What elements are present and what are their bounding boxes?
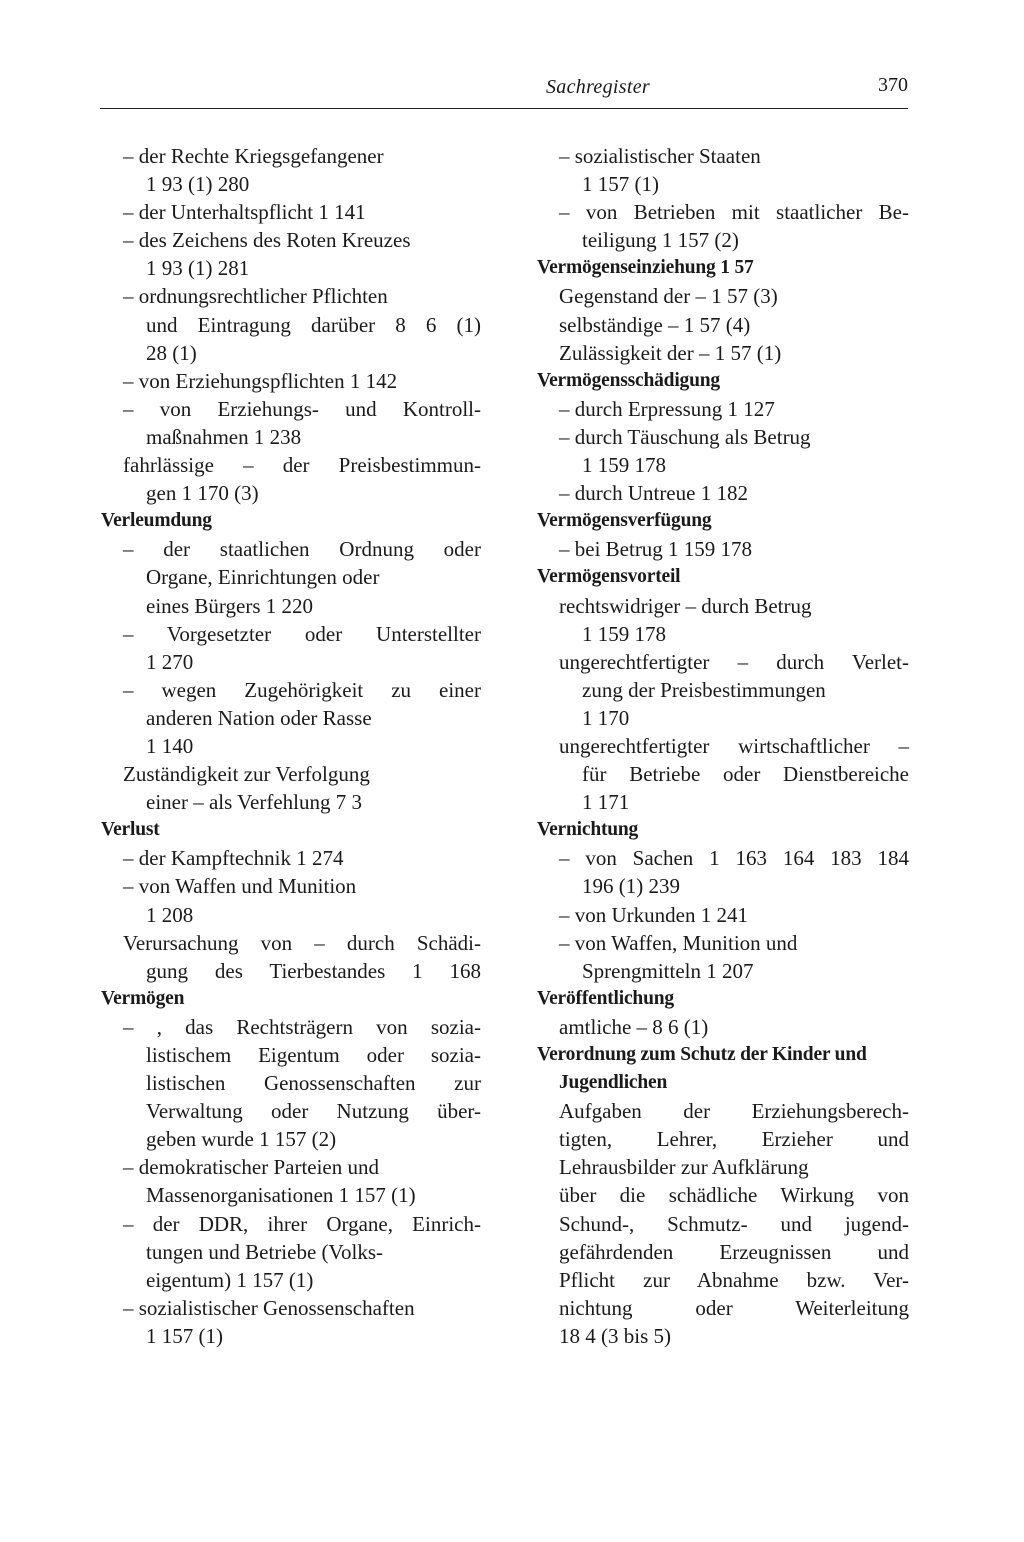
index-entry-line: anderen Nation oder Rasse: [146, 705, 372, 730]
index-entry-line: teiligung 1 157 (2): [582, 228, 739, 253]
index-entry-line: 1 157 (1): [582, 172, 659, 197]
index-headword: Verleumdung: [101, 510, 212, 532]
index-headword: Verordnung zum Schutz der Kinder und: [537, 1044, 867, 1065]
index-entry-line: Zuständigkeit zur Verfolgung: [123, 762, 370, 787]
index-entry-line: zung der Preisbestimmungen: [582, 677, 826, 702]
index-entry-line: – , das Rechtsträgern von sozia-: [123, 1014, 481, 1039]
index-entry-line: 1 170: [582, 705, 630, 730]
index-entry-line: – Vorgesetzter oder Unterstellter: [123, 621, 481, 646]
index-entry-line: – durch Erpressung 1 127: [559, 396, 775, 421]
index-headword: Veröffentlichung: [537, 987, 674, 1009]
index-entry-line: und Eintragung darüber 8 6 (1): [146, 312, 481, 337]
index-entry-line: Sprengmitteln 1 207: [582, 958, 754, 983]
index-entry-line: listischen Genossenschaften zur: [146, 1071, 481, 1096]
index-column-right: [537, 142, 909, 1350]
index-entry-line: 1 208: [146, 902, 194, 927]
index-entry-line: – demokratischer Parteien und: [123, 1155, 379, 1180]
index-entry-line: Verwaltung oder Nutzung über-: [146, 1099, 481, 1124]
index-entry-line: – sozialistischer Staaten: [559, 144, 761, 168]
index-entry-line: eigentum) 1 157 (1): [146, 1267, 314, 1292]
index-entry-line: – von Betrieben mit staatlicher Be-: [559, 200, 909, 225]
index-entry-line: Organe, Einrichtungen oder: [146, 565, 380, 590]
index-headword: Vernichtung: [537, 819, 639, 841]
index-headword: Jugendlichen: [559, 1072, 668, 1094]
index-entry-line: 1 140: [146, 733, 194, 758]
index-entry-line: listischem Eigentum oder sozia-: [146, 1043, 481, 1067]
index-entry-line: 1 157 (1): [146, 1323, 223, 1348]
index-entry-line: 1 270: [146, 649, 194, 674]
index-entry-line: – der Rechte Kriegsgefangener: [123, 144, 384, 168]
index-entry-line: – von Erziehungspflichten 1 142: [123, 368, 398, 393]
index-entry-line: gefährdenden Erzeugnissen und: [559, 1239, 909, 1264]
index-entry-line: maßnahmen 1 238: [146, 424, 302, 449]
index-entry-line: – ordnungsrechtlicher Pflichten: [123, 284, 388, 309]
index-entry-line: – bei Betrug 1 159 178: [559, 537, 753, 562]
index-entry-line: ungerechtfertigter – durch Verlet-: [559, 649, 909, 674]
index-entry-line: Aufgaben der Erziehungsberech-: [559, 1099, 909, 1124]
index-entry-line: tungen und Betriebe (Volks-: [146, 1239, 383, 1264]
index-entry-line: 1 171: [582, 790, 630, 815]
index-entry-line: eines Bürgers 1 220: [146, 593, 314, 618]
index-entry-line: 1 93 (1) 281: [146, 256, 250, 281]
index-column-left: [101, 142, 481, 1350]
index-entry-line: Zulässigkeit der – 1 57 (1): [559, 340, 782, 365]
index-entry-line: einer – als Verfehlung 7 3: [146, 790, 362, 815]
index-entry-line: Verursachung von – durch Schädi-: [123, 930, 481, 955]
index-entry-line: geben wurde 1 157 (2): [146, 1127, 337, 1152]
index-entry-line: gen 1 170 (3): [146, 481, 259, 506]
index-entry-line: 28 (1): [146, 340, 197, 365]
index-entry-line: – der staatlichen Ordnung oder: [123, 537, 481, 562]
index-entry-line: gung des Tierbestandes 1 168: [146, 958, 481, 983]
index-entry-line: – von Sachen 1 163 164 183 184: [559, 846, 909, 871]
index-entry-line: über die schädliche Wirkung von: [559, 1183, 909, 1208]
index-headword: Verlust: [101, 819, 160, 841]
index-entry-line: 1 159 178: [582, 453, 666, 478]
index-entry-line: amtliche – 8 6 (1): [559, 1014, 709, 1039]
index-entry-line: – der Unterhaltspflicht 1 141: [123, 200, 366, 225]
page-number: 370: [878, 74, 908, 96]
index-entry-line: nichtung oder Weiterleitung: [559, 1295, 909, 1320]
index-entry-line: tigten, Lehrer, Erzieher und: [559, 1127, 909, 1152]
index-entry-line: 196 (1) 239: [582, 874, 680, 899]
index-entry-line: – der DDR, ihrer Organe, Einrich-: [123, 1211, 481, 1236]
index-entry-line: Gegenstand der – 1 57 (3): [559, 284, 778, 309]
index-headword: Vermögensverfügung: [537, 510, 712, 532]
index-entry-line: Lehrausbilder zur Aufklärung: [559, 1155, 809, 1180]
index-entry-line: – durch Täuschung als Betrug: [559, 424, 811, 449]
index-entry-line: – des Zeichens des Roten Kreuzes: [123, 228, 411, 253]
index-entry-line: Massenorganisationen 1 157 (1): [146, 1183, 416, 1208]
page-header: [100, 70, 908, 109]
index-headword: Vermögensschädigung: [537, 369, 720, 391]
index-entry-line: für Betriebe oder Dienstbereiche: [582, 762, 909, 787]
index-entry-line: – der Kampftechnik 1 274: [123, 846, 344, 871]
index-entry-line: 1 159 178: [582, 621, 666, 646]
index-entry-line: 18 4 (3 bis 5): [559, 1323, 671, 1348]
index-entry-line: ungerechtfertigter wirtschaftlicher –: [559, 733, 909, 758]
index-entry-line: selbständige – 1 57 (4): [559, 312, 751, 337]
index-entry-line: – von Erziehungs- und Kontroll-: [123, 396, 481, 421]
index-entry-line: – wegen Zugehörigkeit zu einer: [123, 677, 481, 702]
index-entry-line: rechtswidriger – durch Betrug: [559, 593, 812, 618]
running-head: Sachregister: [546, 76, 650, 98]
index-entry-line: – von Waffen und Munition: [123, 874, 357, 899]
index-entry-line: Schund-, Schmutz- und jugend-: [559, 1211, 909, 1236]
index-headword: Vermögensvorteil: [537, 566, 681, 588]
index-headword: Vermögenseinziehung 1 57: [537, 257, 754, 279]
index-headword: Vermögen: [101, 987, 185, 1009]
index-entry-line: – sozialistischer Genossenschaften: [123, 1295, 415, 1320]
index-entry-line: – durch Untreue 1 182: [559, 481, 748, 506]
index-entry-line: Pflicht zur Abnahme bzw. Ver-: [559, 1267, 909, 1292]
index-entry-line: fahrlässige – der Preisbestimmun-: [123, 453, 481, 478]
index-entry-line: 1 93 (1) 280: [146, 172, 250, 197]
index-entry-line: – von Urkunden 1 241: [559, 902, 748, 927]
index-entry-line: – von Waffen, Munition und: [559, 930, 798, 955]
